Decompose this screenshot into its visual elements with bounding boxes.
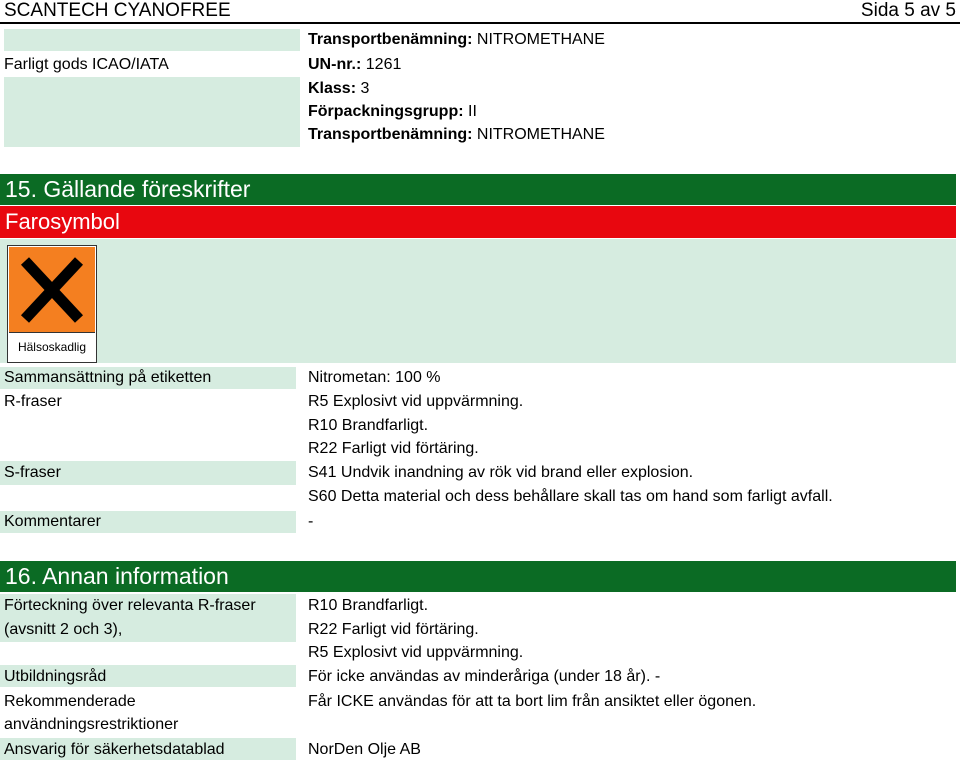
page-number: Sida 5 av 5 (860, 0, 956, 21)
restrictions-value: Får ICKE användas för att ta bort lim från ansiktet eller ögonen. (308, 693, 757, 710)
hazard-symbol-panel (0, 239, 956, 363)
transport-label-bg-1 (4, 29, 300, 51)
section-16-title: 16. Annan information (0, 561, 956, 592)
r-phrase: R22 Farligt vid förtäring. (308, 440, 479, 457)
hazard-label: Hälsoskadlig (17, 340, 87, 354)
responsible-label: Ansvarig för säkerhetsdatablad (4, 741, 225, 758)
transport-class: Klass: 3 (308, 80, 370, 97)
s-phrases-label: S-fraser (4, 464, 61, 481)
product-name: SCANTECH CYANOFREE (4, 0, 231, 21)
list-label-line-1: Förteckning över relevanta R-fraser (4, 597, 256, 614)
list-phrase: R10 Brandfarligt. (308, 597, 429, 614)
restrictions-label-line-2: användningsrestriktioner (4, 716, 179, 733)
comments-label: Kommentarer (4, 513, 101, 530)
restrictions-label-line-1: Rekommenderade (4, 693, 136, 710)
transport-name-row-bottom: Transportbenämning: NITROMETHANE (308, 126, 605, 143)
transport-name-row-top: Transportbenämning: NITROMETHANE (308, 31, 605, 48)
header-divider (0, 22, 960, 24)
r-phrase: R10 Brandfarligt. (308, 417, 429, 434)
composition-label: Sammansättning på etiketten (4, 369, 212, 386)
r-phrases-label: R-fraser (4, 393, 62, 410)
icao-iata-label: Farligt gods ICAO/IATA (4, 56, 169, 73)
section-15-title: 15. Gällande föreskrifter (0, 174, 956, 205)
list-label-line-2: (avsnitt 2 och 3), (4, 621, 123, 638)
comments-value: - (308, 513, 314, 530)
hazard-symbol (7, 245, 97, 363)
packing-group: Förpackningsgrupp: II (308, 103, 477, 120)
training-value: För icke användas av minderåriga (under 18 år). - (308, 668, 661, 685)
list-phrase: R5 Explosivt vid uppvärmning. (308, 644, 524, 661)
s-phrase: S60 Detta material och dess behållare skall tas om hand som farligt avfall. (308, 488, 833, 505)
harmful-x-icon (9, 247, 95, 333)
composition-value: Nitrometan: 100 % (308, 369, 441, 386)
transport-label-bg-2 (4, 77, 300, 147)
training-label: Utbildningsråd (4, 668, 107, 685)
list-phrase: R22 Farligt vid förtäring. (308, 621, 479, 638)
responsible-value: NorDen Olje AB (308, 741, 421, 758)
farosymbol-title: Farosymbol (0, 206, 956, 238)
r-phrase: R5 Explosivt vid uppvärmning. (308, 393, 524, 410)
s-phrase: S41 Undvik inandning av rök vid brand eller explosion. (308, 464, 694, 481)
un-number: UN-nr.: 1261 (308, 56, 402, 73)
